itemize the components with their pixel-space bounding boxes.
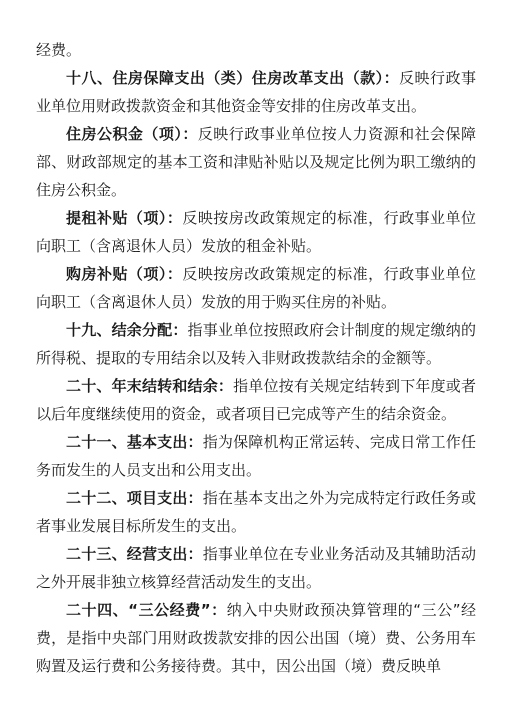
paragraph-term: 购房补贴（项）：: [66, 265, 183, 283]
paragraph-term: 二十二、项目支出：: [66, 489, 203, 507]
paragraph-text: 纳入中央财政预决算管理的“三公”经费，是指中央部门用财政拨款安排的因公出国（境）费、公务用车购置及运行费和公务接待费。其中，因公出国（境）费反映单: [36, 601, 477, 675]
paragraph-surplus-distribution: [36, 316, 476, 372]
paragraph-term: 二十三、经营支出：: [66, 545, 203, 563]
paragraph-term: 二十一、基本支出：: [66, 433, 203, 451]
paragraph-text: 指在基本支出之外为完成特定行政任务或者事业发展目标所发生的支出。: [36, 489, 476, 535]
paragraph-term: 住房公积金（项）：: [66, 125, 198, 143]
paragraph-purchase-subsidy: [36, 260, 476, 316]
paragraph-term: 二十、年末结转和结余：: [66, 377, 234, 395]
paragraph-text: 反映按房改政策规定的标准，行政事业单位向职工（含离退休人员）发放的租金补贴。: [36, 209, 476, 255]
paragraph-text: 指为保障机构正常运转、完成日常工作任务而发生的人员支出和公用支出。: [36, 433, 476, 479]
paragraph-text: 经费。: [36, 41, 82, 59]
paragraph-housing-fund: [36, 120, 476, 204]
paragraph-operating-expenditure: [36, 540, 476, 596]
document-page: [36, 36, 476, 680]
paragraph-text: 指单位按有关规定结转到下年度或者以后年度继续使用的资金，或者项目已完成等产生的结余资金。: [36, 377, 476, 423]
paragraph-text: 反映按房改政策规定的标准，行政事业单位向职工（含离退休人员）发放的用于购买住房的补贴。: [36, 265, 476, 311]
paragraph-text: 反映行政事业单位用财政拨款资金和其他资金等安排的住房改革支出。: [36, 69, 476, 115]
paragraph-continuation: [36, 36, 476, 64]
paragraph-term: 提租补贴（项）：: [66, 209, 183, 227]
paragraph-text: 指事业单位在专业业务活动及其辅助活动之外开展非独立核算经营活动发生的支出。: [36, 545, 476, 591]
paragraph-three-public-expenses: [36, 596, 476, 680]
paragraph-rent-subsidy: [36, 204, 476, 260]
paragraph-term: 十八、住房保障支出（类）住房改革支出（款）：: [66, 69, 400, 87]
paragraph-text: 反映行政事业单位按人力资源和社会保障部、财政部规定的基本工资和津贴补贴以及规定比例为职工缴纳的住房公积金。: [36, 125, 476, 199]
paragraph-housing-security: [36, 64, 476, 120]
paragraph-project-expenditure: [36, 484, 476, 540]
paragraph-basic-expenditure: [36, 428, 476, 484]
paragraph-text: 指事业单位按照政府会计制度的规定缴纳的所得税、提取的专用结余以及转入非财政拨款结余的金额等。: [36, 321, 476, 367]
paragraph-year-end-carryover: [36, 372, 476, 428]
paragraph-term: 二十四、“三公经费”：: [66, 601, 227, 619]
paragraph-term: 十九、结余分配：: [66, 321, 188, 339]
